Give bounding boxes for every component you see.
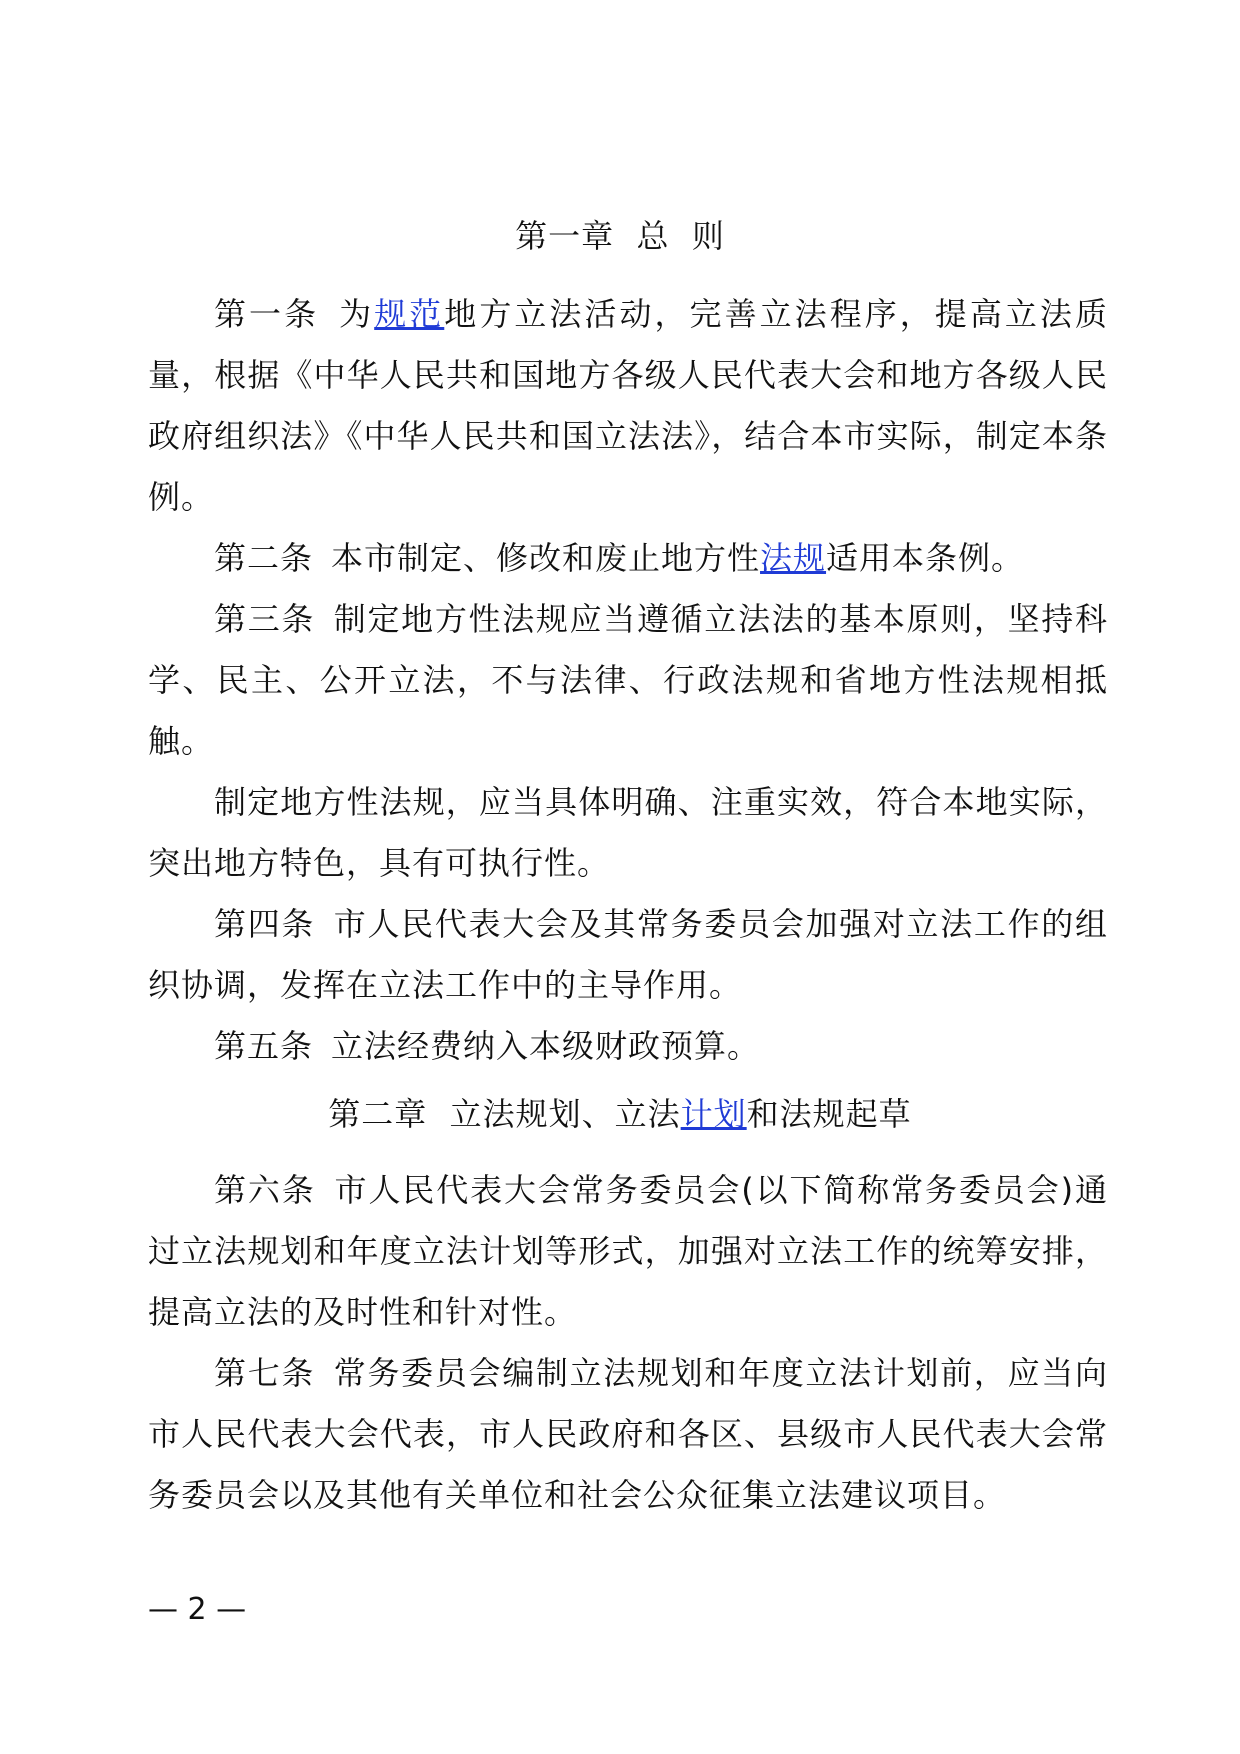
chapter-2-title-post: 和法规起草 (746, 1095, 912, 1133)
article-2-link[interactable]: 法规 (760, 539, 827, 577)
article-2-text-pre: 本市制定、修改和废止地方性 (331, 539, 761, 577)
article-4 (148, 894, 1108, 1016)
article-1-link[interactable]: 规范 (374, 295, 445, 333)
article-5-text: 立法经费纳入本级财政预算。 (331, 1027, 761, 1065)
page-number-text: — 2 — (148, 1592, 247, 1627)
article-7-number: 第七条 (214, 1354, 316, 1392)
article-1-number: 第一条 (214, 295, 320, 333)
article-2 (148, 528, 1108, 589)
article-5 (148, 1016, 1108, 1077)
chapter-2-title-pre: 第二章 立法规划、立法 (328, 1095, 681, 1133)
article-4-text: 市人民代表大会及其常务委员会加强对立法工作的组织协调，发挥在立法工作中的主导作用。 (148, 905, 1108, 1004)
chapter-1-title (0, 216, 1240, 256)
article-2-text-post: 适用本条例。 (826, 539, 1025, 577)
chapter-1-title-text: 第一章 总 则 (515, 217, 725, 255)
article-6-text: 市人民代表大会常务委员会(以下简称常务委员会)通过立法规划和年度立法计划等形式，加强对立法工作的统筹安排，提高立法的及时性和针对性。 (148, 1171, 1108, 1331)
article-5-number: 第五条 (214, 1027, 314, 1065)
article-3-number: 第三条 (214, 600, 316, 638)
article-6-number: 第六条 (214, 1171, 316, 1209)
article-3-paragraph-2 (148, 772, 1108, 894)
chapter-2-link[interactable]: 计划 (680, 1095, 747, 1133)
article-7-text: 常务委员会编制立法规划和年度立法计划前，应当向市人民代表大会代表，市人民政府和各区、县级市人民代表大会常务委员会以及其他有关单位和社会公众征集立法建议项目。 (148, 1354, 1108, 1514)
article-7 (148, 1343, 1108, 1526)
article-4-number: 第四条 (214, 905, 316, 943)
chapter-2-title (0, 1094, 1240, 1134)
page-number (148, 1590, 246, 1630)
article-6 (148, 1160, 1108, 1343)
article-3-text: 制定地方性法规应当遵循立法法的基本原则，坚持科学、民主、公开立法，不与法律、行政法规和省地方性法规相抵触。 (148, 600, 1108, 760)
article-1-text-post: 地方立法活动，完善立法程序，提高立法质量，根据《中华人民共和国地方各级人民代表大会和地方各级人民政府组织法》《中华人民共和国立法法》，结合本市实际，制定本条例。 (148, 295, 1108, 516)
article-1 (148, 284, 1108, 528)
article-3 (148, 589, 1108, 772)
article-3-paragraph-2-text: 制定地方性法规，应当具体明确、注重实效，符合本地实际，突出地方特色，具有可执行性。 (148, 783, 1108, 882)
article-2-number: 第二条 (214, 539, 314, 577)
article-1-text-pre: 为 (337, 295, 375, 333)
